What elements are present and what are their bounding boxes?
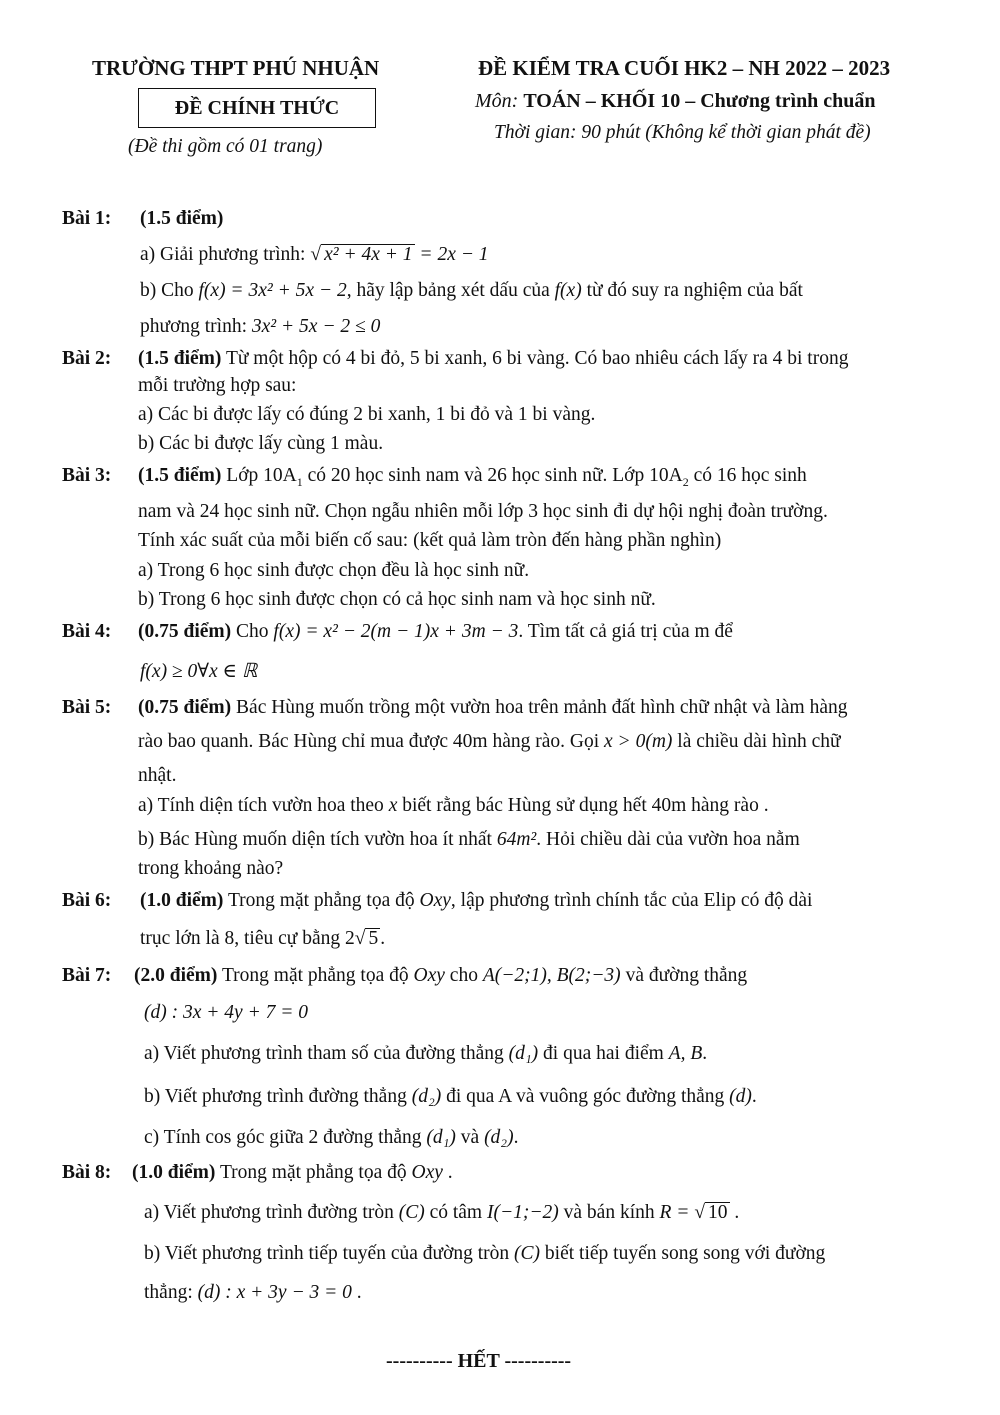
problem-3b: b) Trong 6 học sinh được chọn có cả học sinh nam và học sinh nữ. xyxy=(138,589,656,610)
problem-5a-post: biết rằng bác Hùng sử dụng hết 40m hàng rào . xyxy=(402,795,769,816)
page-count-note: (Đề thi gồm có 01 trang) xyxy=(128,136,323,157)
problem-1b-line2 xyxy=(140,316,380,338)
subject-line xyxy=(475,90,876,113)
problem-7a xyxy=(144,1043,707,1065)
problem-6-line1 xyxy=(140,890,812,912)
problem-7c-d1: (d₁) xyxy=(426,1127,456,1148)
problem-3-line1 xyxy=(138,465,807,490)
problem-2-label: Bài 2: xyxy=(62,348,112,369)
problem-4-function: f(x) = x² − 2(m − 1)x + 3m − 3 xyxy=(273,621,519,642)
problem-5-label: Bài 5: xyxy=(62,697,112,718)
problem-5a-pre: a) Tính diện tích vườn hoa theo xyxy=(138,795,384,816)
problem-7c-pre: c) Tính cos góc giữa 2 đường thẳng xyxy=(144,1127,422,1148)
problem-7-points: (2.0 điểm) xyxy=(134,965,218,986)
problem-8-label: Bài 8: xyxy=(62,1162,112,1183)
problem-8b-dot: . xyxy=(356,1282,362,1303)
problem-5a xyxy=(138,795,769,817)
problem-7-line-d: (d) : 3x + 4y + 7 = 0 xyxy=(144,1002,309,1023)
problem-1a-radicand: x² + 4x + 1 xyxy=(321,244,414,265)
problem-3-text1c: có 16 học sinh xyxy=(693,465,807,486)
problem-8a-r: R = xyxy=(659,1202,690,1223)
problem-8b-post: biết tiếp tuyến song song với đường xyxy=(544,1243,826,1264)
problem-7-text1a: Trong mặt phẳng tọa độ xyxy=(221,965,409,986)
problem-7b-d: (d) xyxy=(729,1086,752,1107)
problem-7a-pre: a) Viết phương trình tham số của đường thẳng xyxy=(144,1043,504,1064)
problem-7b xyxy=(144,1086,757,1108)
problem-6-text2: trục lớn là 8, tiêu cự bằng xyxy=(140,928,341,949)
problem-7a-ab: A, B xyxy=(668,1043,703,1064)
subject-prefix: Môn: xyxy=(475,90,519,112)
problem-5-variable: x > 0(m) xyxy=(604,731,673,752)
problem-4-points: (0.75 điểm) xyxy=(138,621,232,642)
problem-2-text1: Từ một hộp có 4 bi đỏ, 5 bi xanh, 6 bi vàng. Có bao nhiêu cách lấy ra 4 bi trong xyxy=(225,348,849,369)
problem-5-line3: nhật. xyxy=(138,765,177,786)
problem-7-text1c: và đường thẳng xyxy=(625,965,748,986)
problem-7-points-ab: A(−2;1), B(2;−3) xyxy=(482,965,621,986)
problem-2-points: (1.5 điểm) xyxy=(138,348,222,369)
problem-6-radicand: 5 xyxy=(365,928,380,949)
problem-8-text1: Trong mặt phẳng tọa độ xyxy=(219,1162,407,1183)
problem-6-text1a: Trong mặt phẳng tọa độ xyxy=(227,890,415,911)
problem-6-line2: trục lớn là 8, tiêu cự bằng 2√ 5 . xyxy=(140,928,386,949)
problem-1-points: (1.5 điểm) xyxy=(140,208,224,229)
problem-1-label: Bài 1: xyxy=(62,208,112,229)
problem-7c-and: và xyxy=(460,1127,480,1148)
problem-8b-line2-text: thẳng: xyxy=(144,1282,193,1303)
problem-8a-radicand: 10 xyxy=(705,1202,730,1223)
problem-7b-dot: . xyxy=(751,1086,757,1107)
problem-1b-text2: , hãy lập bảng xét dấu của xyxy=(346,280,550,301)
problem-7b-mid: đi qua A và vuông góc đường thẳng xyxy=(446,1086,725,1107)
problem-5-text2b: là chiều dài hình chữ xyxy=(677,731,841,752)
problem-8a-mid: có tâm xyxy=(429,1202,483,1223)
problem-3-class2-sub: 2 xyxy=(682,474,689,489)
problem-6-text1b: , lập phương trình chính tắc của Elip có độ dài xyxy=(450,890,813,911)
problem-5-line2 xyxy=(138,731,841,753)
exam-title: ĐỀ KIỂM TRA CUỐI HK2 – NH 2022 – 2023 xyxy=(478,56,891,80)
problem-8a-dot: . xyxy=(734,1202,740,1223)
problem-7a-post: đi qua hai điểm xyxy=(543,1043,664,1064)
problem-5-points: (0.75 điểm) xyxy=(138,697,232,718)
problem-8a-mid2: và bán kính xyxy=(563,1202,655,1223)
problem-7b-d2: (d₂) xyxy=(411,1086,442,1107)
problem-1a: a) Giải phương trình: √ x² + 4x + 1 = 2x − 1 xyxy=(140,244,489,265)
problem-1b-inequality: 3x² + 5x − 2 ≤ 0 xyxy=(251,316,381,337)
school-name: TRƯỜNG THPT PHÚ NHUẬN xyxy=(92,56,380,80)
problem-5b-pre: b) Bác Hùng muốn diện tích vườn hoa ít nhất xyxy=(138,829,492,850)
subject-name: TOÁN – KHỐI 10 – Chương trình chuẩn xyxy=(523,90,876,112)
problem-1b-text3: từ đó suy ra nghiệm của bất xyxy=(586,280,803,301)
problem-8b-c: (C) xyxy=(514,1243,541,1264)
problem-6-dot: . xyxy=(380,928,386,949)
problem-5a-x: x xyxy=(388,795,398,816)
problem-7c-d2: (d₂) xyxy=(484,1127,514,1148)
official-box xyxy=(138,88,376,128)
problem-3-line2: nam và 24 học sinh nữ. Chọn ngẫu nhiên mỗi lớp 3 học sinh đi dự hội nghị đoàn trường. xyxy=(138,501,828,522)
problem-7a-d1: (d₁) xyxy=(508,1043,539,1064)
problem-3-line3: Tính xác suất của mỗi biến cố sau: (kết quả làm tròn đến hàng phần nghìn) xyxy=(138,530,722,551)
problem-3-text1a: Lớp xyxy=(226,465,259,486)
problem-6-label: Bài 6: xyxy=(62,890,112,911)
problem-8b-line2 xyxy=(144,1282,362,1304)
problem-5-text2a: rào bao quanh. Bác Hùng chỉ mua được 40m hàng rào. Gọi xyxy=(138,731,600,752)
exam-time: Thời gian: 90 phút (Không kể thời gian phát đề) xyxy=(494,122,871,143)
problem-7-oxy: Oxy xyxy=(413,965,445,986)
end-marker: ---------- HẾT ---------- xyxy=(386,1350,572,1372)
problem-8b-line-d: (d) : x + 3y − 3 = 0 xyxy=(197,1282,352,1303)
problem-8a-c: (C) xyxy=(398,1202,425,1223)
problem-1b-line2-text: phương trình: xyxy=(140,316,248,337)
problem-5b-line2: trong khoảng nào? xyxy=(138,858,284,879)
problem-6-coef: 2 xyxy=(345,928,355,949)
problem-6-oxy: Oxy xyxy=(419,890,451,911)
problem-8a-center: I(−1;−2) xyxy=(486,1202,559,1223)
problem-3-class2: 10A xyxy=(649,465,683,486)
problem-8a-pre: a) Viết phương trình đường tròn xyxy=(144,1202,394,1223)
problem-8b xyxy=(144,1243,825,1265)
problem-3-label: Bài 3: xyxy=(62,465,112,486)
problem-8b-pre: b) Viết phương trình tiếp tuyến của đường tròn xyxy=(144,1243,510,1264)
problem-1a-text: a) Giải phương trình: xyxy=(140,244,306,265)
problem-5-line1 xyxy=(138,697,847,719)
problem-4-text1: Cho xyxy=(236,621,269,642)
problem-4-text2: . Tìm tất cả giá trị của m để xyxy=(518,621,733,642)
problem-2-line1 xyxy=(138,348,848,370)
problem-1a-rhs: = 2x − 1 xyxy=(419,244,489,265)
problem-4-condition: f(x) ≥ 0∀x ∈ ℝ xyxy=(140,661,258,682)
problem-7c-dot: . xyxy=(513,1127,519,1148)
problem-3-text1b: có 20 học sinh nam và 26 học sinh nữ. Lớp xyxy=(307,465,645,486)
problem-3-points: (1.5 điểm) xyxy=(138,465,222,486)
problem-1b-function: f(x) = 3x² + 5x − 2 xyxy=(198,280,347,301)
problem-3-class1-sub: 1 xyxy=(296,474,303,489)
problem-8-dot: . xyxy=(447,1162,453,1183)
problem-7-label: Bài 7: xyxy=(62,965,112,986)
problem-5b xyxy=(138,829,800,851)
problem-4-line1 xyxy=(138,621,733,643)
problem-3-class1: 10A xyxy=(263,465,297,486)
problem-1b-line1 xyxy=(140,280,803,302)
problem-5-text1: Bác Hùng muốn trồng một vườn hoa trên mảnh đất hình chữ nhật và làm hàng xyxy=(236,697,848,718)
problem-8a: a) Viết phương trình đường tròn (C) có tâm I(−1;−2) và bán kính R = √ 10 . xyxy=(144,1202,740,1223)
problem-2b: b) Các bi được lấy cùng 1 màu. xyxy=(138,433,384,454)
problem-8-line1 xyxy=(132,1162,453,1184)
problem-7-line1 xyxy=(134,965,747,987)
problem-3a: a) Trong 6 học sinh được chọn đều là học sinh nữ. xyxy=(138,560,530,581)
problem-5b-area: 64m² xyxy=(496,829,537,850)
problem-2-line2: mỗi trường hợp sau: xyxy=(138,375,297,396)
problem-7-text1b: cho xyxy=(449,965,478,986)
problem-5b-post: . Hỏi chiều dài của vườn hoa nằm xyxy=(536,829,800,850)
problem-6-points: (1.0 điểm) xyxy=(140,890,224,911)
problem-7c xyxy=(144,1127,518,1149)
problem-8-points: (1.0 điểm) xyxy=(132,1162,216,1183)
problem-1b-text1: b) Cho xyxy=(140,280,194,301)
problem-2a: a) Các bi được lấy có đúng 2 bi xanh, 1 bi đỏ và 1 bi vàng. xyxy=(138,404,596,425)
problem-1b-fx: f(x) xyxy=(554,280,582,301)
problem-8-oxy: Oxy xyxy=(411,1162,443,1183)
problem-7b-pre: b) Viết phương trình đường thẳng xyxy=(144,1086,407,1107)
official-label: ĐỀ CHÍNH THỨC xyxy=(174,96,340,119)
problem-4-label: Bài 4: xyxy=(62,621,112,642)
problem-7a-dot: . xyxy=(702,1043,708,1064)
